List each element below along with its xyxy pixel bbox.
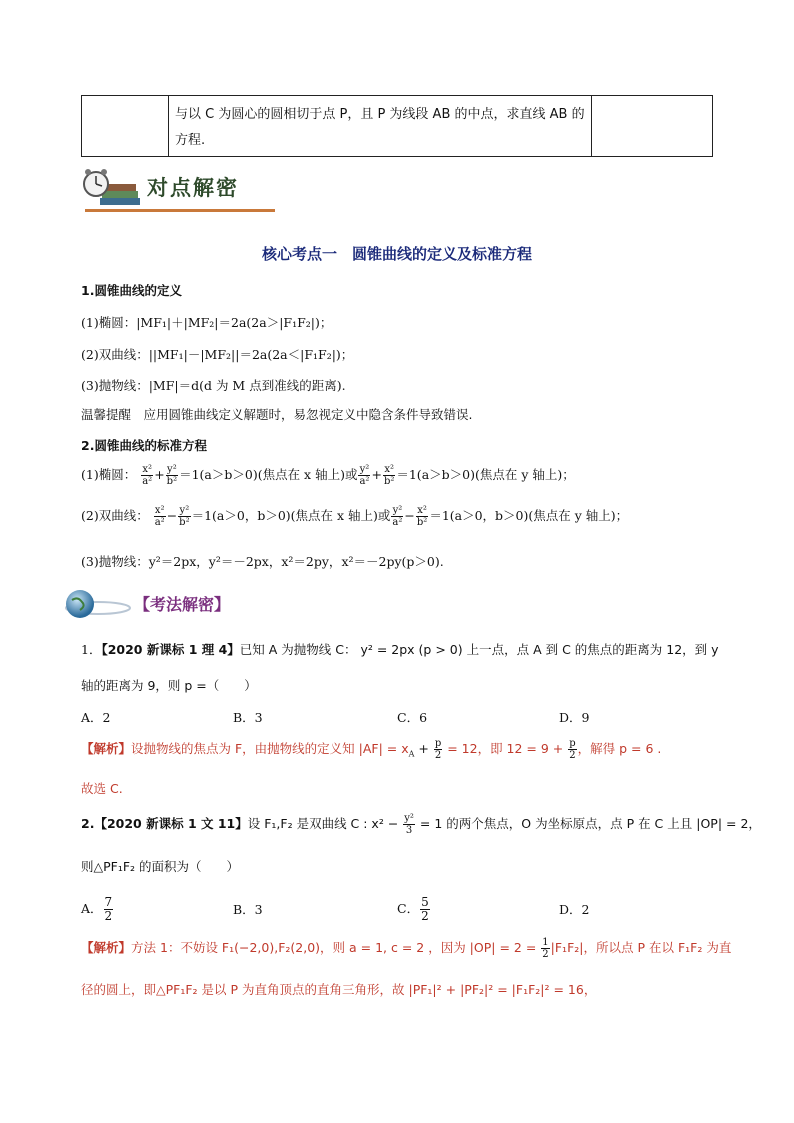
banner-underline [85,209,275,212]
s1-tip: 温馨提醒 应用圆锥曲线定义解题时，易忽视定义中隐含条件导致错误. [81,407,473,422]
q2-line-1: 2.【2020 新课标 1 文 11】设 F₁,F₂ 是双曲线 C : x² − $\frac{\text{y²}}{3}$ = 1 的两个焦点，O 为坐标原点，点 P 在 C 上且 |OP| = 2， [81,813,761,836]
s1-line-2: (2)双曲线：||MF₁|－|MF₂||＝2a(2a＜|F₁F₂|)； [81,347,354,362]
fraction: $\frac{\text{y²}}{3}$ [404,813,414,836]
fraction: $\frac{7}{2}$ [104,895,113,923]
q1-option-c: C．6 [397,710,428,725]
q1-line-1: 1．【2020 新课标 1 理 4】已知 A 为抛物线 C： y² = 2px (p > 0) 上一点，点 A 到 C 的焦点的距离为 12，到 y [81,642,719,657]
q1-option-a: A．2 [81,710,111,725]
fraction: $\frac{\text{y²}}{\text{b²}}$ [179,505,190,528]
fraction: $\frac{\text{y²}}{\text{a²}}$ [359,464,370,487]
fraction: $\frac{\text{x²}}{\text{b²}}$ [383,464,395,487]
banner-title: 对点解密 [147,176,239,200]
s2-l1-prefix: (1)椭圆： [81,467,137,482]
s1-heading: 1.圆锥曲线的定义 [81,283,182,298]
fraction: $\frac{5}{2}$ [421,895,429,923]
globe-icon [62,586,132,622]
fraction: $\frac{\text{y²}}{\text{b²}}$ [166,464,178,487]
s2-line-3: (3)抛物线：y²＝2px，y²＝－2px，x²＝2py，x²＝－2py(p＞0). [81,554,444,569]
clock-books-icon [82,168,142,210]
q2-jiexi-line-1: 【解析】方法 1：不妨设 F₁(−2,0),F₂(2,0)，则 a = 1, c = 2 ，因为 |OP| = 2 = $\frac{1}{2}$ |F₁F₂|，所以点 P 在以 F₁F₂ 为直 [81,937,732,960]
q2-option-d: D．2 [559,902,590,917]
s1-line-1: (1)椭圆：|MF₁|＋|MF₂|＝2a(2a＞|F₁F₂|)； [81,315,333,330]
fraction: $\frac{\text{x²}}{\text{a²}}$ [142,464,153,487]
q1-option-d: D．9 [559,710,590,725]
table-cell-text: 与以 C 为圆心的圆相切于点 P，且 P 为线段 AB 的中点，求直线 AB 的方程. [175,107,585,148]
fraction: $\frac{\text{y²}}{\text{a²}}$ [392,505,403,528]
q2-tag: 2.【2020 新课标 1 文 11】 [81,816,248,831]
q1-tag: 【2020 新课标 1 理 4】 [101,642,240,657]
s2-line-2: (2)双曲线： $\frac{\text{x²}}{\text{a²}}$ − $\frac{\text{y²}}{\text{b²}}$ ＝1(a＞0，b＞0)(焦点在 x 轴上)或 $\frac{\text{y²}}{\text{a²}}$ − $\frac{\text{x²}}{\text{b²}}$ ＝1(a＞0，b＞0)(焦点在 y 轴上)； [81,505,629,528]
q1-jiexi: 【解析】设抛物线的焦点为 F，由抛物线的定义知 $|AF| = x_A$ + $\frac{p}{2}$ = 12，即 12 = 9 + $\frac{p}{2}$ ，解得 p = 6 . [81,738,662,761]
q2-jiexi-line-2: 径的圆上，即△PF₁F₂ 是以 P 为直角顶点的直角三角形，故 |PF₁|² + |PF₂|² = |F₁F₂|² = 16， [81,982,597,997]
jiexi-tag: 【解析】 [81,741,132,756]
q1-conclusion: 故选 C. [81,781,123,796]
table-divider [591,96,592,156]
table-row [81,95,713,157]
q2-line-2: 则△PF₁F₂ 的面积为（ ） [81,859,240,874]
s2-heading: 2.圆锥曲线的标准方程 [81,438,207,453]
table-divider [168,96,169,156]
fraction: $\frac{p}{2}$ [569,738,576,761]
fraction: $\frac{\text{x²}}{\text{b²}}$ [416,505,428,528]
s2-line-1: (1)椭圆： $\frac{\text{x²}}{\text{a²}}$ + $\frac{\text{y²}}{\text{b²}}$ ＝1(a＞b＞0)(焦点在 x 轴上)或 $\frac{\text{y²}}{\text{a²}}$ + $\frac{\text{x²}}{\text{b²}}$ ＝1(a＞b＞0)(焦点在 y 轴上)； [81,464,575,487]
s1-line-3: (3)抛物线：|MF|＝d(d 为 M 点到准线的距离). [81,378,346,393]
q1-line-2: 轴的距离为 9，则 p =（ ） [81,678,257,693]
fraction: $\frac{1}{2}$ [542,937,549,960]
q2-option-c: C． $\frac{5}{2}$ [397,895,429,923]
section-title: 核心考点一 圆锥曲线的定义及标准方程 [261,245,532,263]
kaofa-title: 【考法解密】 [134,595,231,614]
jiexi-tag: 【解析】 [81,940,132,955]
q1-option-b: B．3 [233,710,263,725]
q2-option-a: A． $\frac{7}{2}$ [81,895,113,923]
q2-option-b: B．3 [233,902,263,917]
fraction: $\frac{\text{x²}}{\text{a²}}$ [154,505,165,528]
fraction: $\frac{p}{2}$ [434,738,442,761]
